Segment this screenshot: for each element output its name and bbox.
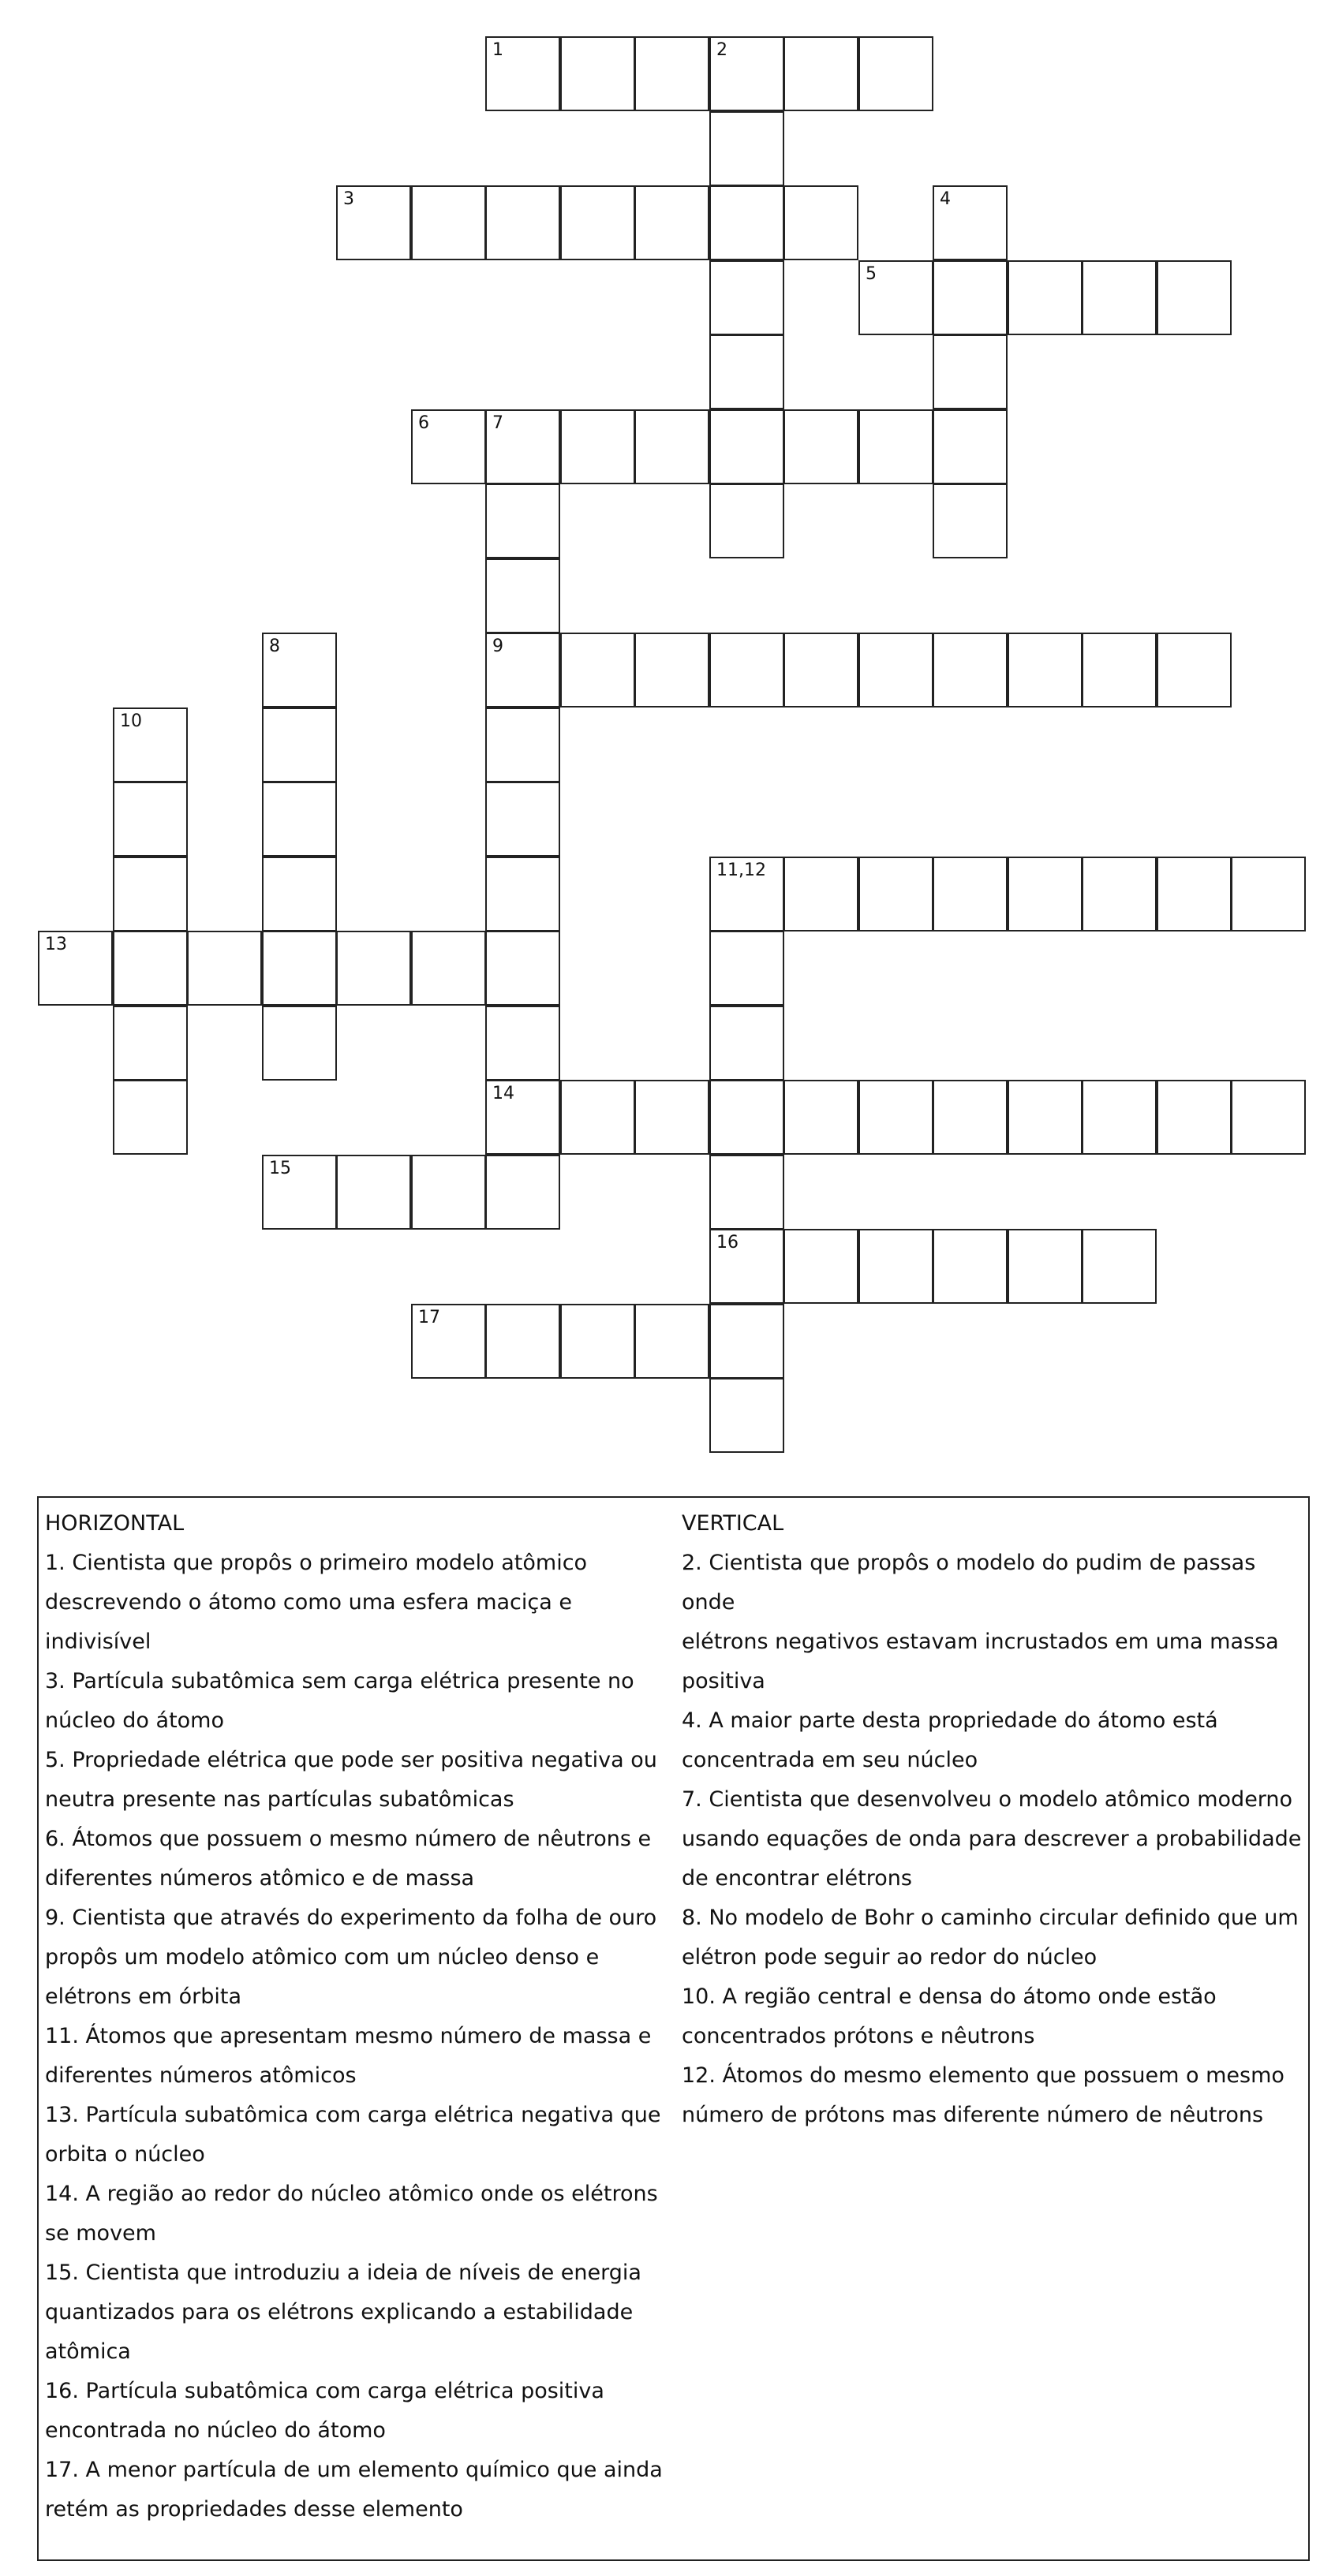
clue-line: 16. Partícula subatômica com carga elétrica positiva (45, 2379, 604, 2403)
grid-cell[interactable] (709, 633, 784, 707)
grid-cell[interactable] (560, 1304, 635, 1379)
grid-cell[interactable] (634, 185, 709, 260)
grid-cell[interactable] (1008, 633, 1083, 707)
grid-cell[interactable] (1231, 857, 1306, 931)
clue-number: 4 (940, 189, 951, 209)
grid-cell[interactable] (709, 483, 784, 558)
horizontal-heading: HORIZONTAL (45, 1511, 185, 1536)
grid-cell[interactable] (933, 1229, 1008, 1304)
grid-cell[interactable] (709, 1304, 784, 1379)
clue-line: positiva (682, 1669, 765, 1693)
grid-cell[interactable] (485, 633, 560, 707)
grid-cell[interactable] (709, 260, 784, 335)
grid-cell[interactable] (783, 409, 858, 484)
clue-line: retém as propriedades desse elemento (45, 2497, 463, 2522)
grid-cell[interactable] (858, 633, 933, 707)
clue-line: atômica (45, 2339, 131, 2364)
clue-line: 15. Cientista que introduziu a ideia de níveis de energia (45, 2261, 641, 2285)
clue-number: 11,12 (716, 861, 766, 880)
grid-cell[interactable] (485, 1006, 560, 1081)
clue-number: 6 (418, 413, 429, 433)
grid-cell[interactable] (560, 1080, 635, 1155)
grid-cell[interactable] (411, 931, 486, 1006)
grid-cell[interactable] (560, 409, 635, 484)
grid-cell[interactable] (113, 1006, 188, 1081)
grid-cell[interactable] (933, 483, 1008, 558)
grid-cell[interactable] (485, 707, 560, 782)
grid-cell[interactable] (113, 1080, 188, 1155)
grid-cell[interactable] (1082, 857, 1157, 931)
clue-number: 15 (269, 1159, 291, 1178)
clue-line: 9. Cientista que através do experimento da folha de ouro (45, 1906, 657, 1930)
grid-cell[interactable] (560, 633, 635, 707)
grid-cell[interactable] (113, 931, 188, 1006)
grid-cell[interactable] (709, 185, 784, 260)
vertical-clues (682, 1504, 1305, 2135)
grid-cell[interactable] (262, 857, 337, 931)
grid-cell[interactable] (933, 857, 1008, 931)
grid-cell[interactable] (709, 1006, 784, 1081)
grid-cell[interactable] (933, 1080, 1008, 1155)
grid-cell[interactable] (485, 483, 560, 558)
clue-line: 6. Átomos que possuem o mesmo número de nêutrons e (45, 1827, 652, 1851)
grid-cell[interactable] (485, 1304, 560, 1379)
grid-cell[interactable] (933, 185, 1008, 260)
grid-cell[interactable] (634, 1304, 709, 1379)
grid-cell[interactable] (634, 36, 709, 111)
grid-cell[interactable] (411, 1304, 486, 1379)
clue-line: número de prótons mas diferente número de nêutrons (682, 2103, 1264, 2127)
clue-number: 8 (269, 637, 280, 656)
clue-line: 10. A região central e densa do átomo onde estão (682, 1984, 1217, 2009)
grid-cell[interactable] (783, 185, 858, 260)
clue-line: orbita o núcleo (45, 2142, 205, 2167)
grid-cell[interactable] (262, 707, 337, 782)
clue-line: 7. Cientista que desenvolveu o modelo atômico moderno (682, 1787, 1293, 1812)
grid-cell[interactable] (858, 1080, 933, 1155)
grid-cell[interactable] (709, 931, 784, 1006)
grid-cell[interactable] (1157, 857, 1232, 931)
grid-cell[interactable] (933, 409, 1008, 484)
grid-cell[interactable] (336, 1155, 411, 1230)
grid-cell[interactable] (113, 707, 188, 782)
clue-number: 14 (492, 1084, 514, 1103)
grid-cell[interactable] (709, 857, 784, 931)
grid-cell[interactable] (485, 782, 560, 857)
clue-line: 4. A maior parte desta propriedade do átomo está (682, 1708, 1218, 1733)
clue-line: elétron pode seguir ao redor do núcleo (682, 1945, 1098, 1969)
grid-cell[interactable] (709, 1229, 784, 1304)
grid-cell[interactable] (1082, 1229, 1157, 1304)
grid-cell[interactable] (262, 1155, 337, 1230)
grid-cell[interactable] (485, 931, 560, 1006)
grid-cell[interactable] (262, 782, 337, 857)
grid-cell[interactable] (485, 185, 560, 260)
grid-cell[interactable] (336, 185, 411, 260)
grid-cell[interactable] (113, 857, 188, 931)
grid-cell[interactable] (113, 782, 188, 857)
clue-line: de encontrar elétrons (682, 1866, 912, 1891)
clue-line: 11. Átomos que apresentam mesmo número de massa e (45, 2024, 652, 2048)
grid-cell[interactable] (1157, 260, 1232, 335)
grid-cell[interactable] (1008, 857, 1083, 931)
clue-number: 2 (716, 40, 727, 60)
grid-cell[interactable] (933, 260, 1008, 335)
grid-cell[interactable] (783, 1080, 858, 1155)
clue-line: 2. Cientista que propôs o modelo do pudim de passas onde (682, 1551, 1256, 1615)
clue-line: concentrados prótons e nêutrons (682, 2024, 1035, 2048)
grid-cell[interactable] (1157, 633, 1232, 707)
grid-cell[interactable] (1157, 1080, 1232, 1155)
grid-cell[interactable] (485, 1080, 560, 1155)
grid-cell[interactable] (709, 1080, 784, 1155)
grid-cell[interactable] (485, 1155, 560, 1230)
clue-line: 5. Propriedade elétrica que pode ser positiva negativa ou (45, 1748, 657, 1772)
clue-line: 14. A região ao redor do núcleo atômico onde os elétrons (45, 2182, 658, 2206)
grid-cell[interactable] (1008, 1229, 1083, 1304)
grid-cell[interactable] (709, 1155, 784, 1230)
clue-number: 1 (492, 40, 503, 60)
grid-cell[interactable] (336, 931, 411, 1006)
clue-line: concentrada em seu núcleo (682, 1748, 978, 1772)
grid-cell[interactable] (1008, 260, 1083, 335)
clue-line: 13. Partícula subatômica com carga elétrica negativa que (45, 2103, 661, 2127)
grid-cell[interactable] (709, 334, 784, 409)
grid-cell[interactable] (485, 857, 560, 931)
grid-cell[interactable] (187, 931, 262, 1006)
clue-line: se movem (45, 2221, 156, 2246)
clue-number: 9 (492, 637, 503, 656)
clue-line: elétrons em órbita (45, 1984, 241, 2009)
grid-cell[interactable] (560, 36, 635, 111)
clue-line: neutra presente nas partículas subatômicas (45, 1787, 514, 1812)
grid-cell[interactable] (933, 633, 1008, 707)
grid-cell[interactable] (1082, 260, 1157, 335)
grid-cell[interactable] (560, 185, 635, 260)
grid-cell[interactable] (783, 1229, 858, 1304)
grid-cell[interactable] (634, 1080, 709, 1155)
clue-line: diferentes números atômico e de massa (45, 1866, 475, 1891)
clue-line: indivisível (45, 1630, 151, 1654)
clue-line: propôs um modelo atômico com um núcleo denso e (45, 1945, 600, 1969)
grid-cell[interactable] (1231, 1080, 1306, 1155)
grid-cell[interactable] (485, 558, 560, 633)
clue-line: quantizados para os elétrons explicando a estabilidade (45, 2300, 634, 2324)
grid-cell[interactable] (1082, 633, 1157, 707)
clue-number: 3 (343, 189, 354, 209)
clue-line: 12. Átomos do mesmo elemento que possuem o mesmo (682, 2063, 1285, 2088)
grid-cell[interactable] (262, 633, 337, 707)
grid-cell[interactable] (858, 857, 933, 931)
grid-cell[interactable] (411, 409, 486, 484)
grid-cell[interactable] (858, 1229, 933, 1304)
grid-cell[interactable] (709, 1378, 784, 1453)
clue-line: 3. Partícula subatômica sem carga elétrica presente no (45, 1669, 634, 1693)
clue-line: usando equações de onda para descrever a probabilidade (682, 1827, 1302, 1851)
horizontal-clues (45, 1504, 676, 2529)
clue-number: 13 (45, 935, 67, 954)
vertical-heading: VERTICAL (682, 1511, 784, 1536)
clue-number: 16 (716, 1233, 739, 1253)
grid-cell[interactable] (485, 36, 560, 111)
grid-cell[interactable] (783, 857, 858, 931)
grid-cell[interactable] (634, 409, 709, 484)
grid-cell[interactable] (485, 409, 560, 484)
grid-cell[interactable] (262, 1006, 337, 1081)
clue-number: 10 (120, 711, 142, 731)
grid-cell[interactable] (858, 409, 933, 484)
clue-number: 7 (492, 413, 503, 433)
clue-line: 17. A menor partícula de um elemento químico que ainda (45, 2458, 663, 2482)
clue-line: 1. Cientista que propôs o primeiro modelo atômico (45, 1551, 588, 1575)
clue-line: encontrada no núcleo do átomo (45, 2418, 386, 2443)
clue-line: diferentes números atômicos (45, 2063, 357, 2088)
clue-line: 8. No modelo de Bohr o caminho circular definido que um (682, 1906, 1299, 1930)
grid-cell[interactable] (858, 260, 933, 335)
clue-number: 5 (866, 264, 877, 284)
grid-cell[interactable] (709, 111, 784, 186)
clue-line: elétrons negativos estavam incrustados em uma massa (682, 1630, 1279, 1654)
grid-cell[interactable] (933, 334, 1008, 409)
grid-cell[interactable] (411, 1155, 486, 1230)
clue-line: descrevendo o átomo como uma esfera maciça e (45, 1590, 572, 1615)
grid-cell[interactable] (783, 633, 858, 707)
grid-cell[interactable] (783, 36, 858, 111)
grid-cell[interactable] (38, 931, 113, 1006)
grid-cell[interactable] (1008, 1080, 1083, 1155)
grid-cell[interactable] (858, 36, 933, 111)
clue-number: 17 (418, 1308, 440, 1327)
grid-cell[interactable] (262, 931, 337, 1006)
grid-cell[interactable] (634, 633, 709, 707)
grid-cell[interactable] (709, 36, 784, 111)
grid-cell[interactable] (411, 185, 486, 260)
grid-cell[interactable] (1082, 1080, 1157, 1155)
clues-box (37, 1496, 1310, 2561)
clue-line: núcleo do átomo (45, 1708, 224, 1733)
grid-cell[interactable] (709, 409, 784, 484)
